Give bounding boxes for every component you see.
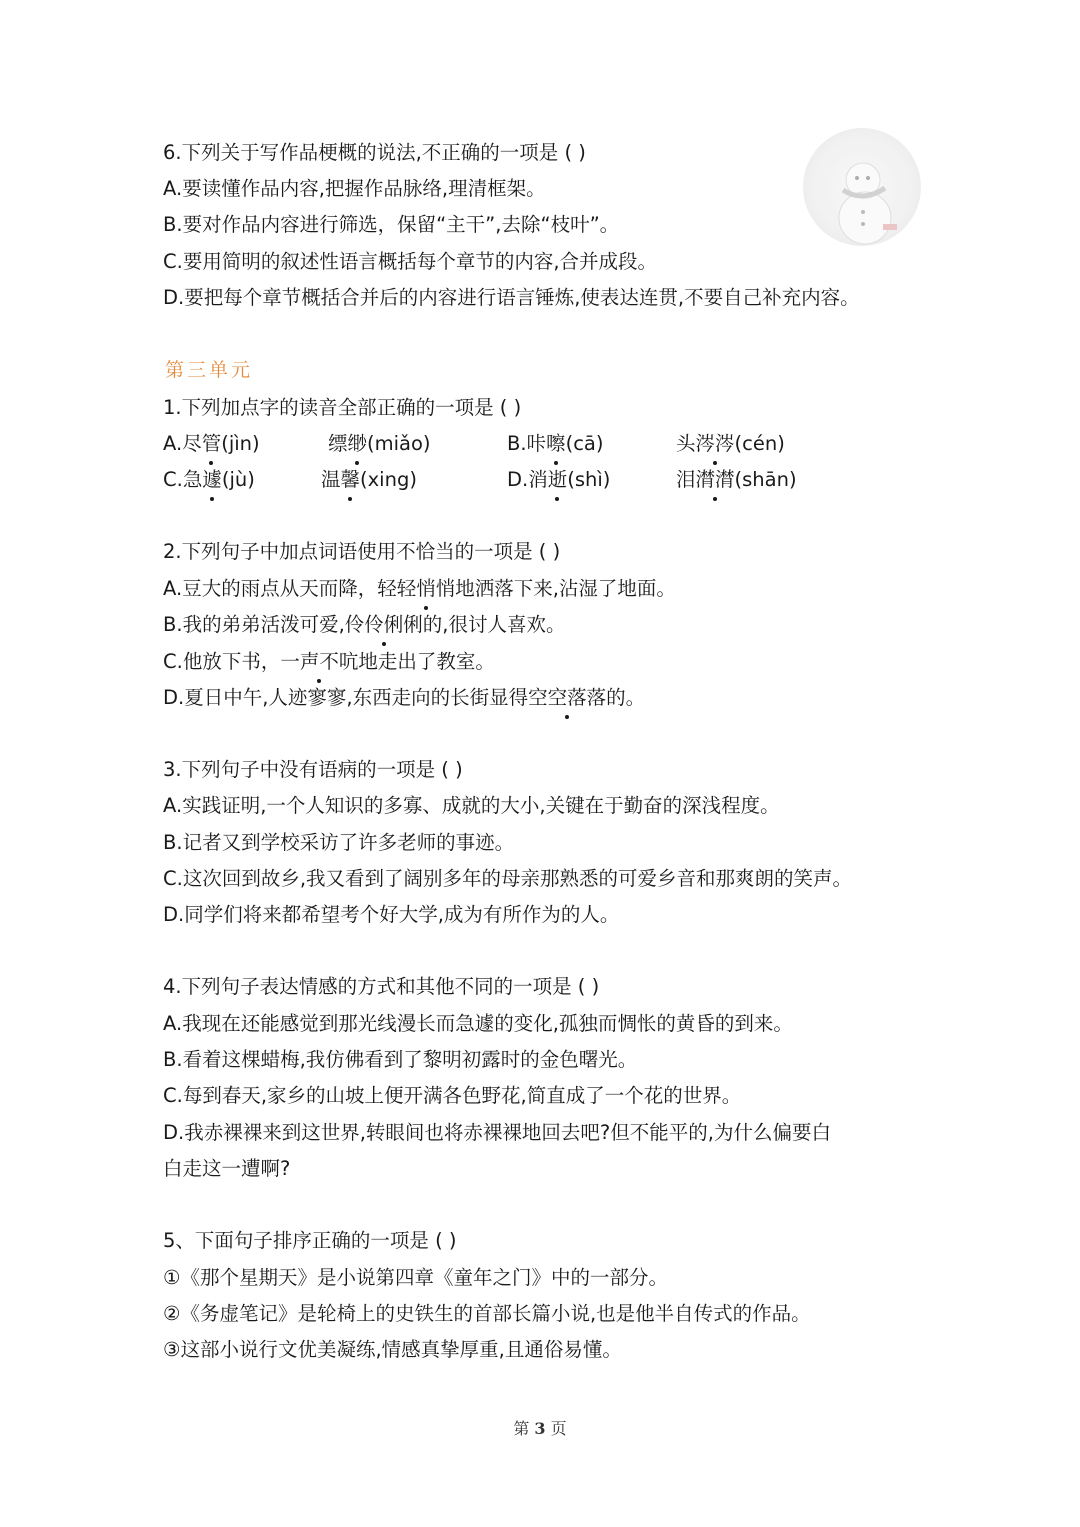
u3q1-option-a1: A.尽管(jìn) <box>163 430 260 458</box>
u3q3-option-c: C.这次回到故乡,我又看到了阔别多年的母亲那熟悉的可爱乡音和那爽朗的笑声。 <box>163 867 853 890</box>
q6-option-d: D.要把每个章节概括合并后的内容进行语言锤炼,使表达连贯,不要自己补充内容。 <box>163 286 860 309</box>
u3q1-option-c2: 温馨(xing) <box>321 466 417 494</box>
u3q5-sentence-1: ①《那个星期天》是小说第四章《童年之门》中的一部分。 <box>163 1266 668 1289</box>
u3q3-option-a: A.实践证明,一个人知识的多寡、成就的大小,关键在于勤奋的深浅程度。 <box>163 794 780 817</box>
section-title: 第三单元 <box>165 359 254 381</box>
u3q2-option-a: A.豆大的雨点从天而降，轻轻悄悄地洒落下来,沾湿了地面。 <box>163 575 676 603</box>
u3q4-option-b: B.看着这棵蜡梅,我仿佛看到了黎明初露时的金色曙光。 <box>163 1048 638 1071</box>
u3q1-stem: 1.下列加点字的读音全部正确的一项是 ( ) <box>163 396 522 419</box>
u3q5-sentence-2: ②《务虚笔记》是轮椅上的史铁生的首部长篇小说,也是他半自传式的作品。 <box>163 1302 811 1325</box>
u3q1-option-c1: C.急遽(jù) <box>163 466 255 494</box>
q6-stem: 6.下列关于写作品梗概的说法,不正确的一项是 ( ) <box>163 141 586 164</box>
u3q2-option-b: B.我的弟弟活泼可爱,伶伶俐俐的,很讨人喜欢。 <box>163 611 566 639</box>
u3q4-option-d-line2: 白走这一遭啊? <box>163 1157 291 1180</box>
u3q5-stem: 5、下面句子排序正确的一项是 ( ) <box>163 1229 457 1252</box>
u3q1-option-d1: D.消逝(shì) <box>507 466 610 494</box>
u3q1-option-b1: B.咔嚓(cā) <box>507 430 603 458</box>
u3q1-option-b2: 头涔涔(cén) <box>676 430 785 458</box>
q6-option-a: A.要读懂作品内容,把握作品脉络,理清框架。 <box>163 177 546 200</box>
u3q4-option-a: A.我现在还能感觉到那光线漫长而急遽的变化,孤独而惆怅的黄昏的到来。 <box>163 1012 793 1035</box>
snowman-decoration <box>803 128 921 246</box>
u3q5-sentence-3: ③这部小说行文优美凝练,情感真挚厚重,且通俗易懂。 <box>163 1338 622 1361</box>
u3q1-option-d2: 泪潸潸(shān) <box>676 466 797 494</box>
snowman-image <box>803 128 921 246</box>
u3q4-stem: 4.下列句子表达情感的方式和其他不同的一项是 ( ) <box>163 975 600 998</box>
u3q3-option-b: B.记者又到学校采访了许多老师的事迹。 <box>163 831 515 854</box>
u3q4-option-d-line1: D.我赤裸裸来到这世界,转眼间也将赤裸裸地回去吧?但不能平的,为什么偏要白 <box>163 1121 831 1144</box>
q6-option-c: C.要用简明的叙述性语言概括每个章节的内容,合并成段。 <box>163 250 658 273</box>
page-number: 第 3 页 <box>513 1419 567 1438</box>
u3q2-option-d: D.夏日中午,人迹寥寥,东西走向的长街显得空空落落的。 <box>163 684 645 712</box>
u3q1-option-a2: 缥缈(miǎo) <box>328 430 431 458</box>
u3q2-stem: 2.下列句子中加点词语使用不恰当的一项是 ( ) <box>163 540 561 563</box>
q6-option-b: B.要对作品内容进行筛选，保留“主干”,去除“枝叶”。 <box>163 213 620 236</box>
u3q2-option-c: C.他放下书，一声不吭地走出了教室。 <box>163 648 495 676</box>
u3q3-stem: 3.下列句子中没有语病的一项是 ( ) <box>163 758 463 781</box>
u3q3-option-d: D.同学们将来都希望考个好大学,成为有所作为的人。 <box>163 903 620 926</box>
u3q4-option-c: C.每到春天,家乡的山坡上便开满各色野花,简直成了一个花的世界。 <box>163 1084 742 1107</box>
